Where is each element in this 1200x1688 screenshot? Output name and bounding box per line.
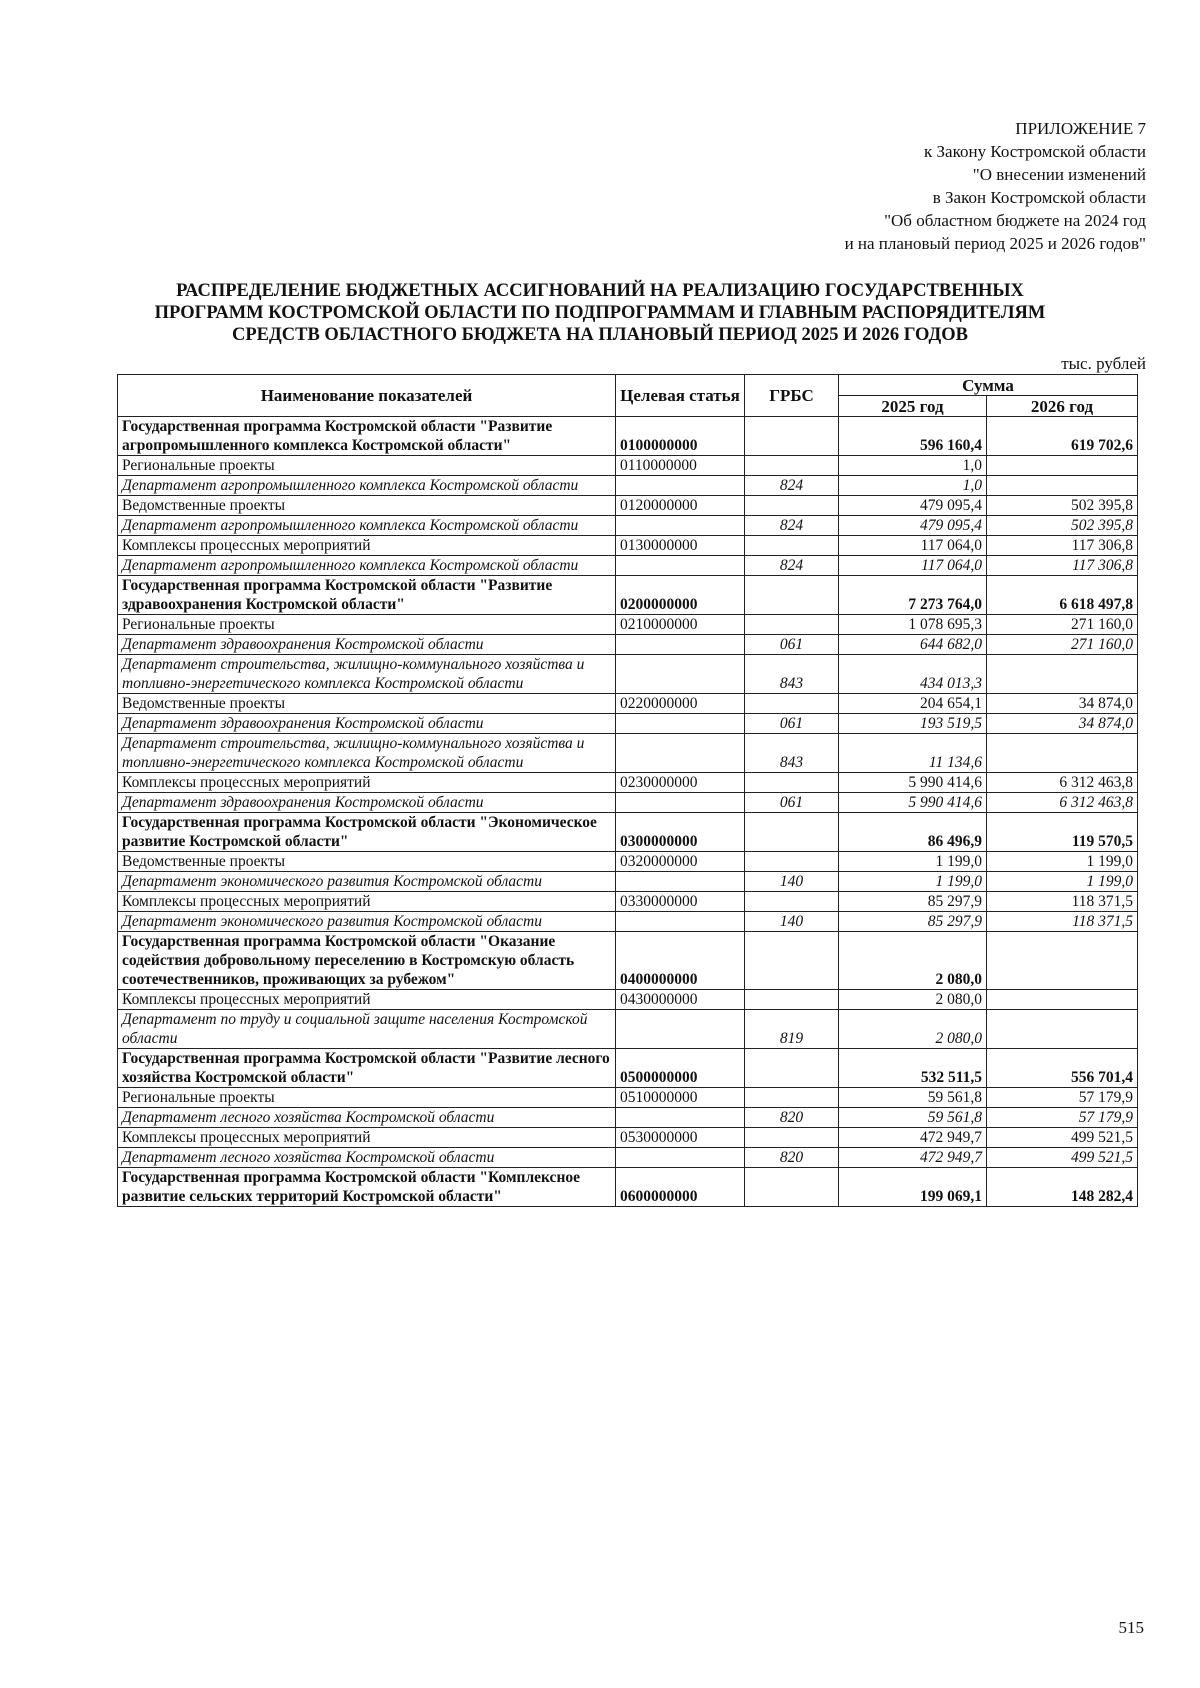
cell-grbs: 140 — [745, 872, 839, 892]
cell-y2026: 148 282,4 — [987, 1168, 1138, 1207]
cell-grbs: 061 — [745, 635, 839, 655]
column-header-2025: 2025 год — [839, 396, 987, 417]
cell-grbs — [745, 813, 839, 852]
cell-y2025: 1 199,0 — [839, 852, 987, 872]
cell-y2026: 57 179,9 — [987, 1108, 1138, 1128]
table-row — [118, 556, 1138, 576]
cell-code — [616, 872, 745, 892]
appendix-header — [546, 117, 1146, 255]
cell-name: Департамент лесного хозяйства Костромской области — [118, 1108, 616, 1128]
cell-grbs: 824 — [745, 556, 839, 576]
cell-name: Комплексы процессных мероприятий — [118, 536, 616, 556]
cell-grbs: 820 — [745, 1148, 839, 1168]
title-line: ПРОГРАММ КОСТРОМСКОЙ ОБЛАСТИ ПО ПОДПРОГРАММАМ И ГЛАВНЫМ РАСПОРЯДИТЕЛЯМ — [154, 303, 1046, 323]
cell-y2025: 59 561,8 — [839, 1108, 987, 1128]
table-row — [118, 852, 1138, 872]
appendix-line: "Об областном бюджете на 2024 год — [884, 211, 1146, 230]
cell-name: Департамент по труду и социальной защите населения Костромской области — [118, 1010, 616, 1049]
appendix-line: "О внесении изменений — [972, 165, 1146, 184]
table-row — [118, 476, 1138, 496]
appendix-line: к Закону Костромской области — [924, 142, 1146, 161]
cell-y2025: 644 682,0 — [839, 635, 987, 655]
cell-code — [616, 635, 745, 655]
table-row — [118, 773, 1138, 793]
cell-y2026: 556 701,4 — [987, 1049, 1138, 1088]
cell-name: Департамент агропромышленного комплекса Костромской области — [118, 516, 616, 536]
cell-name: Комплексы процессных мероприятий — [118, 892, 616, 912]
cell-name: Департамент лесного хозяйства Костромской области — [118, 1148, 616, 1168]
cell-y2026: 118 371,5 — [987, 892, 1138, 912]
cell-name: Департамент строительства, жилищно-коммунального хозяйства и топливно-энергетического комплекса Костромской области — [118, 655, 616, 694]
table-row — [118, 456, 1138, 476]
cell-name: Ведомственные проекты — [118, 694, 616, 714]
cell-name: Государственная программа Костромской области "Развитие здравоохранения Костромской области" — [118, 576, 616, 615]
cell-y2025: 5 990 414,6 — [839, 793, 987, 813]
cell-code — [616, 714, 745, 734]
cell-y2026: 6 312 463,8 — [987, 793, 1138, 813]
appendix-line: и на плановый период 2025 и 2026 годов" — [844, 234, 1146, 253]
cell-name: Департамент здравоохранения Костромской области — [118, 793, 616, 813]
cell-grbs — [745, 576, 839, 615]
cell-grbs — [745, 536, 839, 556]
cell-grbs — [745, 1128, 839, 1148]
cell-y2025: 85 297,9 — [839, 892, 987, 912]
cell-y2025: 199 069,1 — [839, 1168, 987, 1207]
cell-name: Региональные проекты — [118, 615, 616, 635]
cell-code: 0130000000 — [616, 536, 745, 556]
column-header-2026: 2026 год — [987, 396, 1138, 417]
column-header-sum: Сумма — [839, 375, 1138, 396]
table-row — [118, 615, 1138, 635]
cell-name: Государственная программа Костромской области "Оказание содействия добровольному переселению в Костромскую область соотечественников, проживающих за рубежом" — [118, 932, 616, 990]
cell-y2026: 619 702,6 — [987, 417, 1138, 456]
cell-y2025: 59 561,8 — [839, 1088, 987, 1108]
cell-name: Департамент здравоохранения Костромской области — [118, 635, 616, 655]
cell-grbs — [745, 694, 839, 714]
cell-code: 0320000000 — [616, 852, 745, 872]
cell-y2025: 1 078 695,3 — [839, 615, 987, 635]
cell-code: 0200000000 — [616, 576, 745, 615]
cell-name: Комплексы процессных мероприятий — [118, 990, 616, 1010]
cell-name: Ведомственные проекты — [118, 852, 616, 872]
cell-y2025: 11 134,6 — [839, 734, 987, 773]
cell-grbs: 061 — [745, 793, 839, 813]
cell-grbs — [745, 1168, 839, 1207]
table-row — [118, 694, 1138, 714]
column-header-name: Наименование показателей — [118, 375, 616, 417]
cell-y2025: 1,0 — [839, 476, 987, 496]
cell-y2026 — [987, 990, 1138, 1010]
cell-grbs — [745, 496, 839, 516]
cell-code — [616, 1108, 745, 1128]
cell-y2026: 118 371,5 — [987, 912, 1138, 932]
table-row — [118, 714, 1138, 734]
cell-grbs — [745, 456, 839, 476]
cell-code — [616, 476, 745, 496]
cell-code: 0220000000 — [616, 694, 745, 714]
table-row — [118, 813, 1138, 852]
appendix-line: ПРИЛОЖЕНИЕ 7 — [1015, 119, 1146, 138]
cell-code: 0230000000 — [616, 773, 745, 793]
table-row — [118, 1049, 1138, 1088]
table-row — [118, 734, 1138, 773]
cell-y2025: 5 990 414,6 — [839, 773, 987, 793]
cell-grbs — [745, 1049, 839, 1088]
table-row — [118, 1010, 1138, 1049]
table-row — [118, 1108, 1138, 1128]
cell-name: Комплексы процессных мероприятий — [118, 773, 616, 793]
cell-name: Государственная программа Костромской области "Развитие лесного хозяйства Костромской области" — [118, 1049, 616, 1088]
cell-y2026: 271 160,0 — [987, 635, 1138, 655]
cell-code — [616, 1010, 745, 1049]
cell-name: Комплексы процессных мероприятий — [118, 1128, 616, 1148]
cell-y2025: 434 013,3 — [839, 655, 987, 694]
cell-y2026: 502 395,8 — [987, 516, 1138, 536]
column-header-code: Целевая статья — [616, 375, 745, 417]
cell-y2025: 86 496,9 — [839, 813, 987, 852]
cell-y2025: 479 095,4 — [839, 516, 987, 536]
cell-y2025: 472 949,7 — [839, 1128, 987, 1148]
cell-y2026 — [987, 655, 1138, 694]
cell-y2026: 499 521,5 — [987, 1148, 1138, 1168]
cell-grbs — [745, 990, 839, 1010]
cell-code: 0110000000 — [616, 456, 745, 476]
cell-code — [616, 516, 745, 536]
units-label: тыс. рублей — [1061, 354, 1146, 373]
table-row — [118, 1148, 1138, 1168]
cell-grbs: 843 — [745, 734, 839, 773]
cell-y2025: 1,0 — [839, 456, 987, 476]
cell-grbs — [745, 852, 839, 872]
table-header — [118, 375, 1138, 417]
cell-code: 0600000000 — [616, 1168, 745, 1207]
cell-grbs: 819 — [745, 1010, 839, 1049]
cell-y2025: 85 297,9 — [839, 912, 987, 932]
table-row — [118, 872, 1138, 892]
table-row — [118, 1168, 1138, 1207]
cell-y2026 — [987, 932, 1138, 990]
cell-grbs: 820 — [745, 1108, 839, 1128]
cell-grbs: 824 — [745, 476, 839, 496]
cell-grbs — [745, 417, 839, 456]
cell-code: 0210000000 — [616, 615, 745, 635]
cell-name: Государственная программа Костромской области "Комплексное развитие сельских территорий Костромской области" — [118, 1168, 616, 1207]
appendix-line: в Закон Костромской области — [932, 188, 1146, 207]
table-row — [118, 932, 1138, 990]
table-row — [118, 1128, 1138, 1148]
budget-table — [117, 374, 1138, 1207]
cell-y2026 — [987, 476, 1138, 496]
cell-y2026: 1 199,0 — [987, 872, 1138, 892]
cell-grbs — [745, 892, 839, 912]
cell-grbs — [745, 615, 839, 635]
cell-y2026: 34 874,0 — [987, 694, 1138, 714]
cell-y2025: 204 654,1 — [839, 694, 987, 714]
cell-code — [616, 556, 745, 576]
cell-y2025: 7 273 764,0 — [839, 576, 987, 615]
cell-code: 0530000000 — [616, 1128, 745, 1148]
document-title — [80, 280, 1120, 346]
cell-grbs: 824 — [745, 516, 839, 536]
cell-name: Департамент агропромышленного комплекса Костромской области — [118, 556, 616, 576]
cell-code: 0120000000 — [616, 496, 745, 516]
cell-y2025: 1 199,0 — [839, 872, 987, 892]
cell-name: Департамент экономического развития Костромской области — [118, 872, 616, 892]
cell-y2025: 596 160,4 — [839, 417, 987, 456]
table-row — [118, 417, 1138, 456]
cell-y2025: 479 095,4 — [839, 496, 987, 516]
cell-y2026: 57 179,9 — [987, 1088, 1138, 1108]
cell-grbs — [745, 1088, 839, 1108]
table-row — [118, 536, 1138, 556]
cell-y2026 — [987, 734, 1138, 773]
table-row — [118, 655, 1138, 694]
cell-y2026: 499 521,5 — [987, 1128, 1138, 1148]
cell-y2025: 472 949,7 — [839, 1148, 987, 1168]
cell-name: Департамент здравоохранения Костромской области — [118, 714, 616, 734]
table-row — [118, 516, 1138, 536]
cell-name: Государственная программа Костромской области "Экономическое развитие Костромской области" — [118, 813, 616, 852]
cell-code: 0300000000 — [616, 813, 745, 852]
cell-y2026: 117 306,8 — [987, 536, 1138, 556]
cell-y2026: 117 306,8 — [987, 556, 1138, 576]
title-line: СРЕДСТВ ОБЛАСТНОГО БЮДЖЕТА НА ПЛАНОВЫЙ ПЕРИОД 2025 И 2026 ГОДОВ — [232, 325, 968, 345]
cell-y2025: 117 064,0 — [839, 536, 987, 556]
cell-y2025: 193 519,5 — [839, 714, 987, 734]
cell-y2025: 532 511,5 — [839, 1049, 987, 1088]
cell-y2026 — [987, 1010, 1138, 1049]
cell-name: Департамент экономического развития Костромской области — [118, 912, 616, 932]
cell-name: Региональные проекты — [118, 1088, 616, 1108]
table-row — [118, 496, 1138, 516]
cell-name: Департамент строительства, жилищно-коммунального хозяйства и топливно-энергетического комплекса Костромской области — [118, 734, 616, 773]
cell-code — [616, 912, 745, 932]
table-row — [118, 793, 1138, 813]
table-row — [118, 576, 1138, 615]
table-row — [118, 635, 1138, 655]
cell-y2026: 34 874,0 — [987, 714, 1138, 734]
table-row — [118, 990, 1138, 1010]
cell-code: 0400000000 — [616, 932, 745, 990]
cell-code — [616, 655, 745, 694]
table-body — [118, 417, 1138, 1207]
table-row — [118, 1088, 1138, 1108]
cell-grbs: 843 — [745, 655, 839, 694]
cell-code — [616, 1148, 745, 1168]
cell-name: Ведомственные проекты — [118, 496, 616, 516]
cell-y2025: 2 080,0 — [839, 932, 987, 990]
cell-y2026: 119 570,5 — [987, 813, 1138, 852]
cell-name: Департамент агропромышленного комплекса Костромской области — [118, 476, 616, 496]
cell-y2025: 2 080,0 — [839, 990, 987, 1010]
cell-y2026: 271 160,0 — [987, 615, 1138, 635]
cell-name: Государственная программа Костромской области "Развитие агропромышленного комплекса Костромской области" — [118, 417, 616, 456]
cell-grbs: 140 — [745, 912, 839, 932]
cell-code: 0330000000 — [616, 892, 745, 912]
cell-code: 0100000000 — [616, 417, 745, 456]
page-number: 515 — [1118, 1618, 1144, 1637]
title-line: РАСПРЕДЕЛЕНИЕ БЮДЖЕТНЫХ АССИГНОВАНИЙ НА РЕАЛИЗАЦИЮ ГОСУДАРСТВЕННЫХ — [176, 281, 1024, 301]
table-row — [118, 912, 1138, 932]
cell-code: 0430000000 — [616, 990, 745, 1010]
cell-y2026: 1 199,0 — [987, 852, 1138, 872]
cell-y2025: 117 064,0 — [839, 556, 987, 576]
cell-y2026: 6 312 463,8 — [987, 773, 1138, 793]
column-header-grbs: ГРБС — [745, 375, 839, 417]
cell-code: 0510000000 — [616, 1088, 745, 1108]
cell-grbs — [745, 773, 839, 793]
cell-code — [616, 793, 745, 813]
cell-y2026 — [987, 456, 1138, 476]
cell-y2026: 502 395,8 — [987, 496, 1138, 516]
cell-y2025: 2 080,0 — [839, 1010, 987, 1049]
cell-grbs: 061 — [745, 714, 839, 734]
table-row — [118, 892, 1138, 912]
cell-y2026: 6 618 497,8 — [987, 576, 1138, 615]
cell-name: Региональные проекты — [118, 456, 616, 476]
cell-code: 0500000000 — [616, 1049, 745, 1088]
cell-code — [616, 734, 745, 773]
cell-grbs — [745, 932, 839, 990]
